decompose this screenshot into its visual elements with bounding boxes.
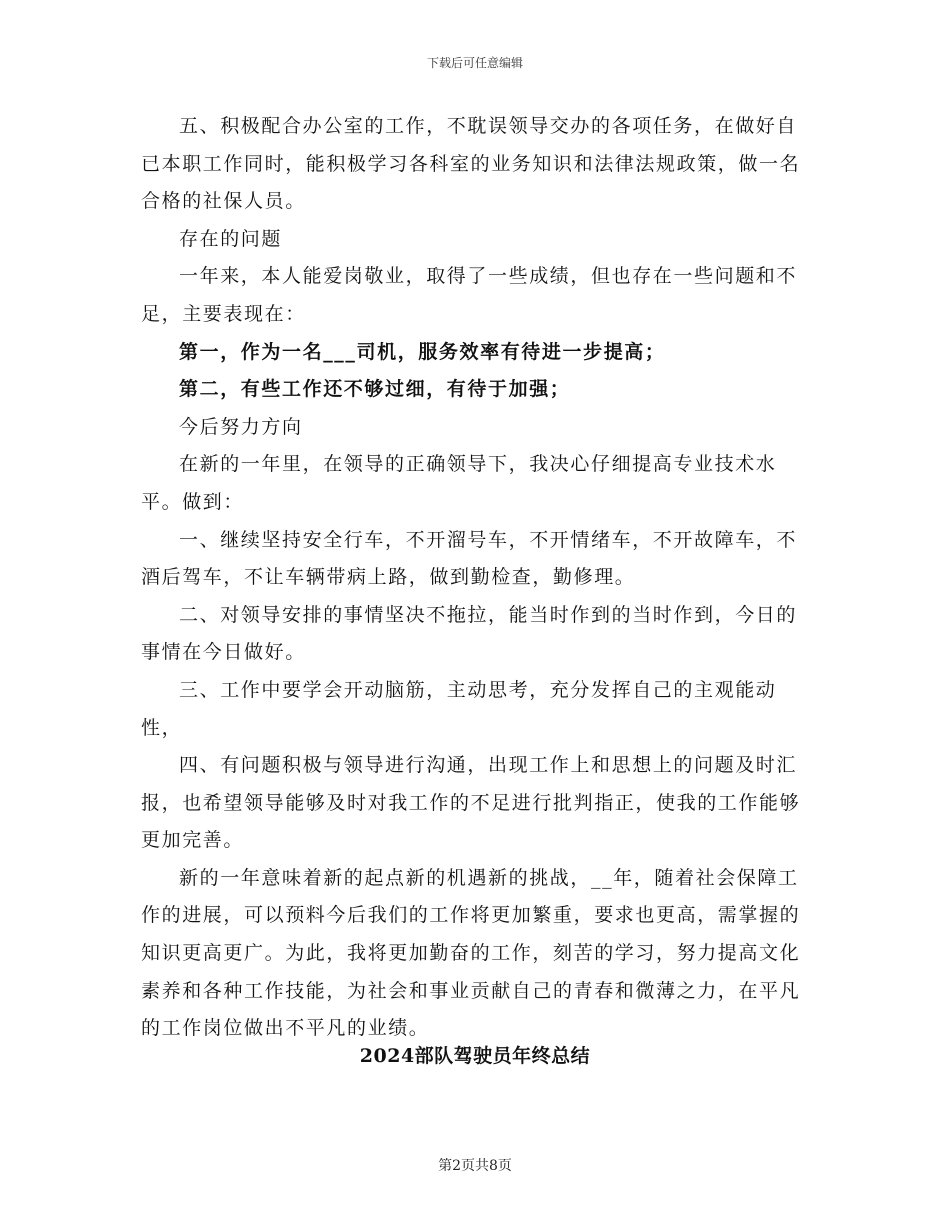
paragraph: 三、工作中要学会开动脑筋，主动思考，充分发挥自己的主观能动性， bbox=[141, 678, 777, 739]
paragraph: 新的一年意味着新的起点新的机遇新的挑战，__年，随着社会保障工作的进展，可以预料今后我们的工作将更加繁重，要求也更高，需掌握的知识更高更广。为此，我将更加勤奋的工作，刻苦的学习，努力提高文化素养和各种工作技能，为社会和事业贡献自己的青春和微薄之力，在平凡的工作岗位做出不平凡的业绩。 bbox=[141, 866, 801, 1040]
paragraph: 一年来，本人能爱岗敬业，取得了一些成绩，但也存在一些问题和不足，主要表现在： bbox=[141, 265, 798, 325]
paragraph: 二、对领导安排的事情坚决不拖拉，能当时作到的当时作到，今日的事情在今日做好。 bbox=[141, 603, 798, 664]
paragraph: 存在的问题 bbox=[179, 227, 283, 250]
page-footer: 第2页共8页 bbox=[438, 1158, 512, 1174]
paragraph: 五、积极配合办公室的工作，不耽误领导交办的各项任务，在做好自已本职工作同时，能积极学习各科室的业务知识和法律法规政策，做一名合格的社保人员。 bbox=[141, 115, 801, 213]
paragraph: 四、有问题积极与领导进行沟通，出现工作上和思想上的问题及时汇报，也希望领导能够及时对我工作的不足进行批判指正，使我的工作能够更加完善。 bbox=[141, 754, 801, 852]
paragraph-bold: 第二，有些工作还不够过细，有待于加强； bbox=[179, 378, 571, 401]
paragraph: 在新的一年里，在领导的正确领导下，我决心仔细提高专业技术水平。做到： bbox=[141, 453, 777, 513]
paragraph: 一、继续坚持安全行车，不开溜号车，不开情绪车，不开故障车，不酒后驾车，不让车辆带病上路，做到勤检查，勤修理。 bbox=[141, 528, 798, 589]
document-body bbox=[141, 108, 811, 1048]
section-title: 2024部队驾驶员年终总结 bbox=[359, 1045, 591, 1067]
paragraph: 今后努力方向 bbox=[179, 415, 303, 438]
page-header: 下载后可任意编辑 bbox=[426, 56, 523, 70]
paragraph-bold: 第一，作为一名___司机，服务效率有待进一步提高； bbox=[179, 340, 666, 363]
